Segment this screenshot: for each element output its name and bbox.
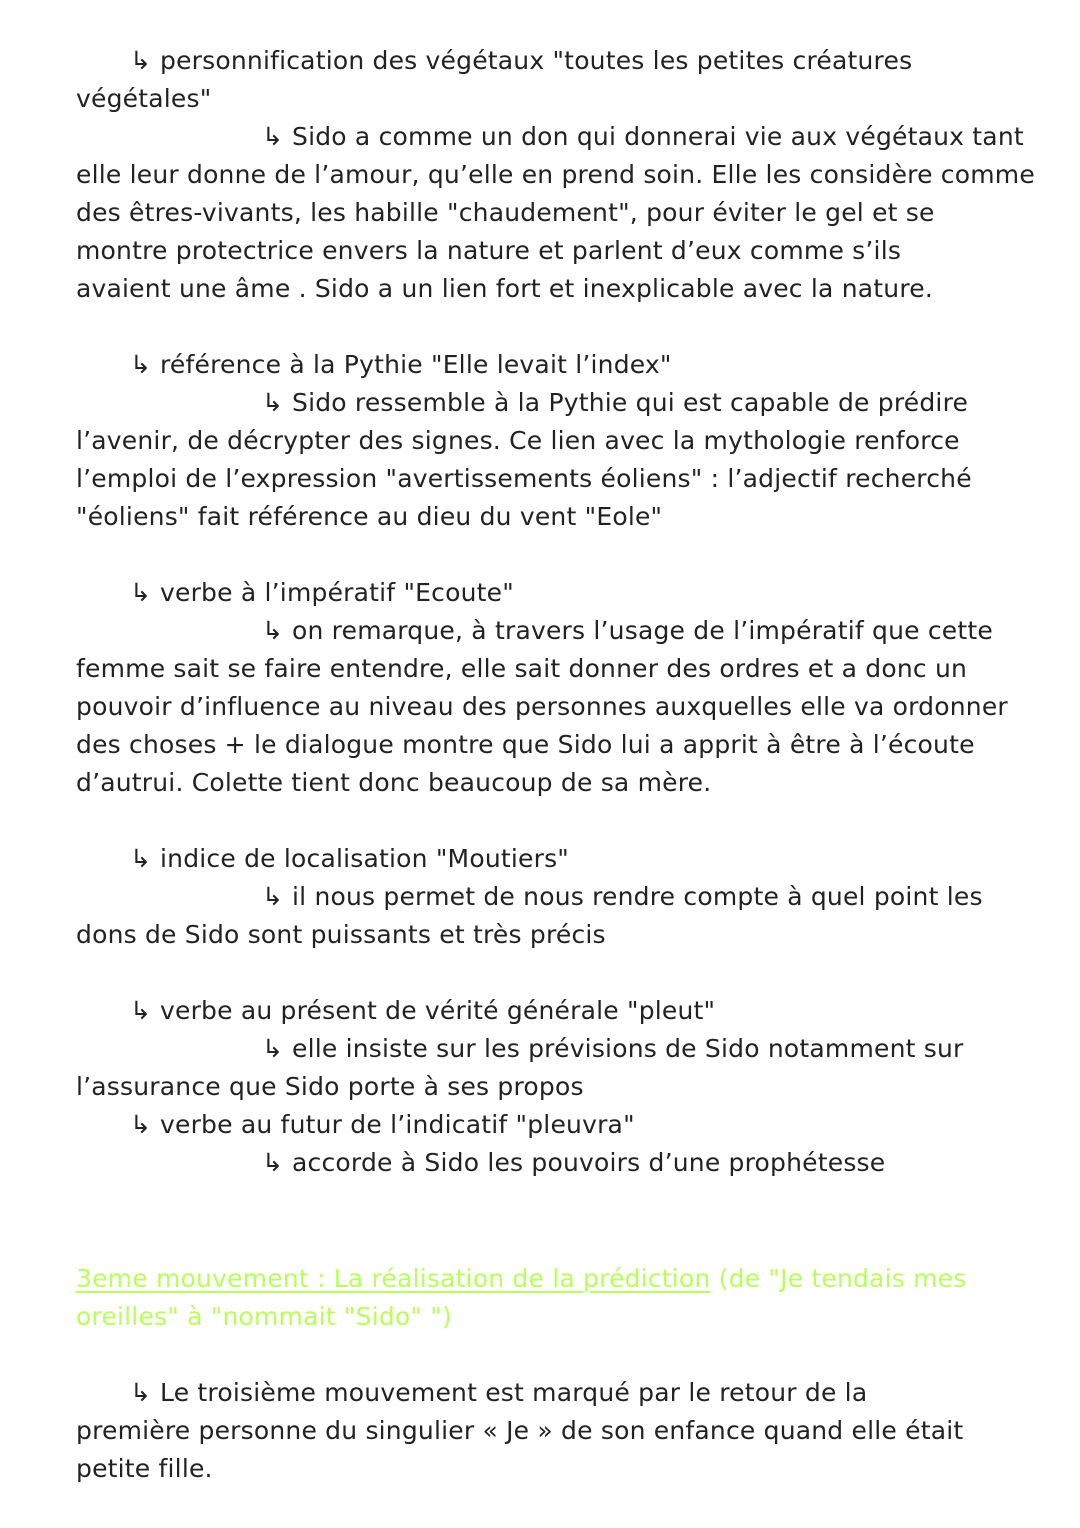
body-line: des êtres-vivants, les habille "chaudement", pour éviter le gel et se [76,198,935,227]
body-line: Sido ressemble à la Pythie qui est capable de prédire [292,388,969,417]
note-heading-localisation [130,842,569,876]
section-title-rest: (de "Je tendais mes [710,1264,967,1293]
arrow-icon: ↳ [130,46,152,75]
arrow-icon: ↳ [130,844,152,873]
arrow-icon: ↳ [130,996,152,1025]
heading-text: verbe au présent de vérité générale "pleut" [160,996,716,1025]
body-line: avaient une âme . Sido a un lien fort et inexplicable avec la nature. [76,274,933,303]
note-subpoint [262,1146,885,1180]
note-subpoint [262,880,983,914]
body-line: d’autrui. Colette tient donc beaucoup de sa mère. [76,768,712,797]
heading-text: référence à la Pythie "Elle levait l’index" [160,350,672,379]
arrow-icon: ↳ [130,1110,152,1139]
body-line: l’emploi de l’expression "avertissements éoliens" : l’adjectif recherché [76,464,972,493]
body-line: montre protectrice envers la nature et parlent d’eux comme s’ils [76,236,902,265]
note-subpoint [262,386,968,420]
body-line: il nous permet de nous rendre compte à quel point les [292,882,983,911]
heading-text: verbe au futur de l’indicatif "pleuvra" [160,1110,635,1139]
arrow-icon: ↳ [262,1148,284,1177]
body-line: on remarque, à travers l’usage de l’impératif que cette [292,616,993,645]
body-line: femme sait se faire entendre, elle sait donner des ordres et a donc un [76,654,968,683]
body-line: pouvoir d’influence au niveau des personnes auxquelles elle va ordonner [76,692,1008,721]
body-line: dons de Sido sont puissants et très précis [76,920,606,949]
body-line: des choses + le dialogue montre que Sido lui a apprit à être à l’écoute [76,730,975,759]
arrow-icon: ↳ [262,616,284,645]
note-subpoint [262,1032,964,1066]
note-heading-futur [130,1108,635,1142]
body-line: Sido a comme un don qui donnerai vie aux végétaux tant [292,122,1024,151]
body-line: elle insiste sur les prévisions de Sido notamment sur [292,1034,964,1063]
heading-text: indice de localisation "Moutiers" [160,844,569,873]
arrow-icon: ↳ [262,122,284,151]
arrow-icon: ↳ [130,350,152,379]
body-line: petite fille. [76,1454,213,1483]
arrow-icon: ↳ [262,1034,284,1063]
note-heading-imperatif [130,576,514,610]
heading-text: verbe à l’impératif "Ecoute" [160,578,514,607]
note-subpoint [262,614,993,648]
arrow-icon: ↳ [130,578,152,607]
note-heading-troisieme [130,1376,867,1410]
body-line: l’assurance que Sido porte à ses propos [76,1072,584,1101]
body-line: elle leur donne de l’amour, qu’elle en prend soin. Elle les considère comme [76,160,1035,189]
body-line: "éoliens" fait référence au dieu du vent "Eole" [76,502,663,531]
note-heading-continuation: végétales" [76,84,212,113]
heading-text: Le troisième mouvement est marqué par le retour de la [160,1378,868,1407]
body-line: accorde à Sido les pouvoirs d’une prophétesse [292,1148,886,1177]
body-line: l’avenir, de décrypter des signes. Ce lien avec la mythologie renforce [76,426,960,455]
section-title-continuation: oreilles" à "nommait "Sido" ") [76,1302,452,1331]
section-title-main: 3eme mouvement : La réalisation de la prédiction [76,1264,711,1293]
arrow-icon: ↳ [262,388,284,417]
body-line: première personne du singulier « Je » de son enfance quand elle était [76,1416,964,1445]
note-heading-present [130,994,715,1028]
note-heading-pythie [130,348,672,382]
note-heading-personnification [130,44,912,78]
heading-text: personnification des végétaux "toutes les petites créatures [160,46,913,75]
section-title [76,1262,966,1296]
arrow-icon: ↳ [130,1378,152,1407]
note-subpoint [262,120,1024,154]
arrow-icon: ↳ [262,882,284,911]
